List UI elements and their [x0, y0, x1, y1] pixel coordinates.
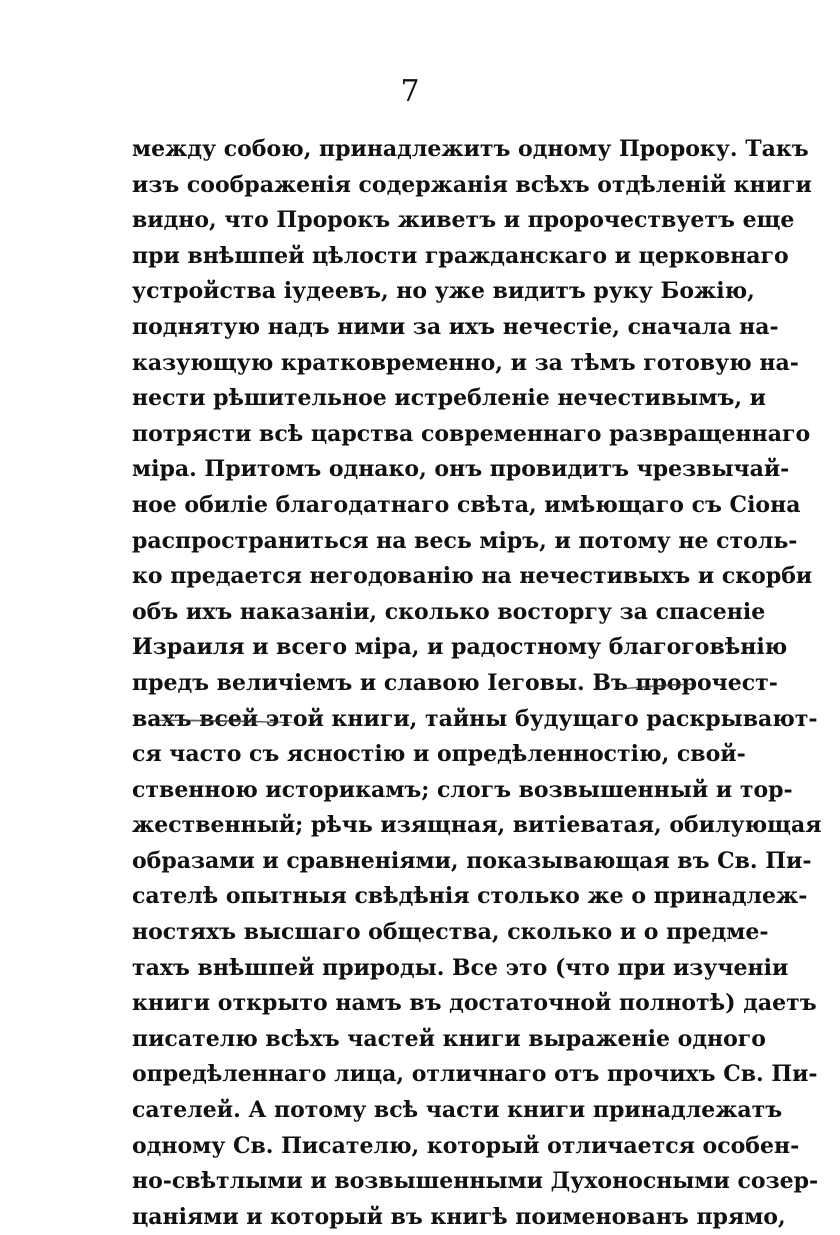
text-line: видно, что Пророкъ живетъ и пророчествуетъ еще	[132, 207, 795, 234]
text-line: тахъ внѣшпей природы. Все это (что при изученіи	[132, 954, 789, 981]
text-line: распространиться на весь міръ, и потому не столь-	[132, 527, 798, 554]
page-number: 7	[400, 74, 420, 109]
text-line: ственною историкамъ; слогъ возвышенный и тор-	[132, 776, 793, 803]
text-line: при внѣшпей цѣлости гражданскаго и церковнаго	[132, 242, 789, 269]
text-line: ся часто съ ясностію и опредѣленностію, свой-	[132, 741, 746, 768]
text-line: одному Св. Писателю, который отличается особен-	[132, 1132, 800, 1159]
text-line: казующую кратковременно, и за тѣмъ готовую на-	[132, 349, 799, 376]
text-line: ко предается негодованію на нечестивыхъ и скорби	[132, 563, 813, 590]
text-line: потрясти всѣ царства современнаго развращеннаго	[132, 420, 811, 447]
text-line: поднятую надъ ними за ихъ нечестіе, сначала на-	[132, 313, 779, 340]
text-line: вахъ всей этой книги, тайны будущаго раскрывают-	[132, 705, 818, 732]
text-line: Израиля и всего міра, и радостному благоговѣнію	[132, 634, 788, 661]
text-line: изъ соображенія содержанія всѣхъ отдѣленій книги	[132, 171, 812, 198]
text-line: цаніями и который въ книгѣ поименованъ прямо,	[132, 1203, 786, 1230]
text-line: опредѣленнаго лица, отличнаго отъ прочихъ Св. Пи-	[132, 1061, 818, 1088]
text-line: нести рѣшительное истребленіе нечестивымъ, и	[132, 385, 766, 412]
text-line: ностяхъ высшаго общества, сколько и о предме-	[132, 919, 769, 946]
text-line: между собою, принадлежитъ одному Пророку. Такъ	[132, 136, 809, 162]
text-line: книги открыто намъ въ достаточной полнотѣ) даетъ	[132, 990, 817, 1017]
body-text	[132, 132, 822, 1235]
text-line: сателей. А потому всѣ части книги принадлежатъ	[132, 1097, 783, 1124]
text-line: устройства іудеевъ, но уже видитъ руку Божію,	[132, 278, 755, 305]
text-line: объ ихъ наказаніи, сколько восторгу за спасеніе	[132, 598, 766, 625]
text-line: но-свѣтлыми и возвышенными Духоносными созер-	[132, 1168, 819, 1195]
text-line: писателю всѣхъ частей книги выраженіе одного	[132, 1025, 766, 1052]
text-line: сателѣ опытныя свѣдѣнія столько же о принадлеж-	[132, 883, 808, 910]
text-line: предъ величіемъ и славою Іеговы. Въ пророчест-	[132, 669, 778, 696]
text-line: образами и сравненіями, показывающая въ Св. Пи-	[132, 847, 812, 874]
text-line: міра. Притомъ однако, онъ провидитъ чрезвычай-	[132, 456, 790, 483]
text-line: ное обиліе благодатнаго свѣта, имѣющаго съ Сіона	[132, 491, 801, 518]
text-line: жественный; рѣчь изящная, витіеватая, обилующая	[132, 812, 822, 839]
